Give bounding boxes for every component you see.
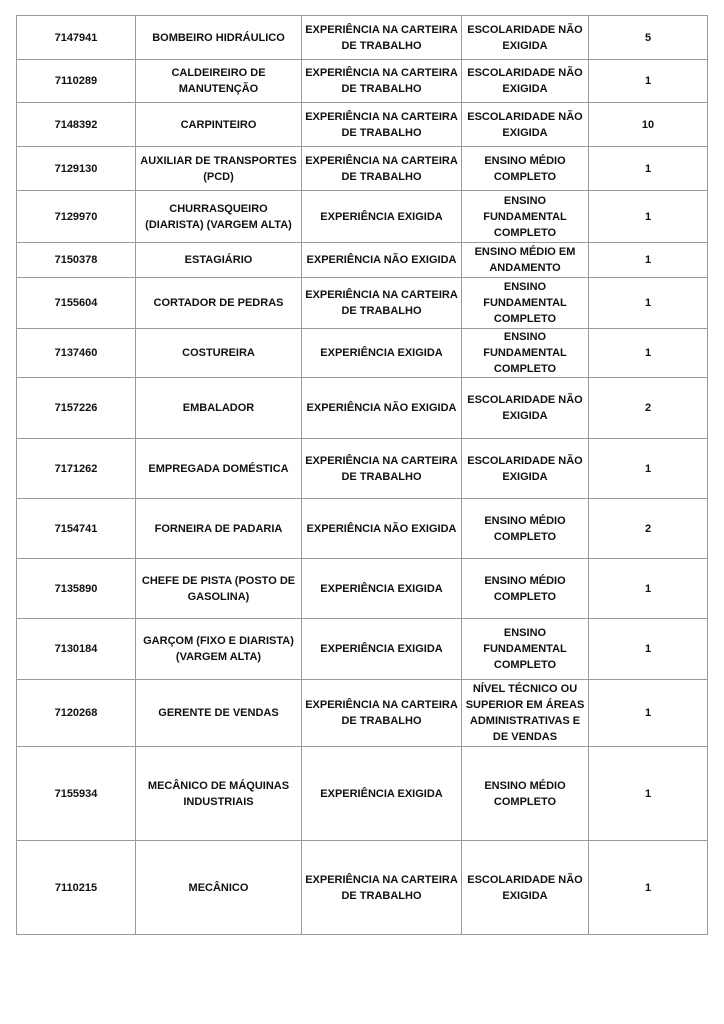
job-code-cell: 7150378 <box>17 243 136 278</box>
table-row <box>17 439 708 499</box>
job-code-cell: 7155604 <box>17 278 136 329</box>
experience-cell: EXPERIÊNCIA NA CARTEIRA DE TRABALHO <box>302 841 462 935</box>
job-code-cell: 7110215 <box>17 841 136 935</box>
education-cell: ENSINO FUNDAMENTAL COMPLETO <box>462 619 589 680</box>
vacancies-cell: 1 <box>589 278 708 329</box>
vacancies-cell: 2 <box>589 378 708 439</box>
education-cell: ENSINO FUNDAMENTAL COMPLETO <box>462 191 589 243</box>
table-row <box>17 619 708 680</box>
job-code-cell: 7130184 <box>17 619 136 680</box>
job-code-cell: 7148392 <box>17 103 136 147</box>
job-title-cell: AUXILIAR DE TRANSPORTES (PCD) <box>136 147 302 191</box>
job-code-cell: 7135890 <box>17 559 136 619</box>
experience-cell: EXPERIÊNCIA NA CARTEIRA DE TRABALHO <box>302 147 462 191</box>
vacancies-cell: 1 <box>589 329 708 378</box>
table-row <box>17 499 708 559</box>
table-row <box>17 16 708 60</box>
table-row <box>17 329 708 378</box>
education-cell: ENSINO MÉDIO COMPLETO <box>462 499 589 559</box>
table-row <box>17 243 708 278</box>
education-cell: ESCOLARIDADE NÃO EXIGIDA <box>462 60 589 103</box>
education-cell: ENSINO MÉDIO EM ANDAMENTO <box>462 243 589 278</box>
education-cell: ENSINO MÉDIO COMPLETO <box>462 747 589 841</box>
education-cell: ESCOLARIDADE NÃO EXIGIDA <box>462 841 589 935</box>
job-title-cell: COSTUREIRA <box>136 329 302 378</box>
job-title-cell: FORNEIRA DE PADARIA <box>136 499 302 559</box>
vacancies-cell: 1 <box>589 439 708 499</box>
vacancies-cell: 10 <box>589 103 708 147</box>
job-code-cell: 7137460 <box>17 329 136 378</box>
experience-cell: EXPERIÊNCIA NA CARTEIRA DE TRABALHO <box>302 60 462 103</box>
table-row <box>17 191 708 243</box>
job-code-cell: 7129130 <box>17 147 136 191</box>
job-title-cell: CHURRASQUEIRO (DIARISTA) (VARGEM ALTA) <box>136 191 302 243</box>
vacancies-cell: 1 <box>589 559 708 619</box>
job-code-cell: 7154741 <box>17 499 136 559</box>
table-row <box>17 841 708 935</box>
table-row <box>17 147 708 191</box>
job-title-cell: EMBALADOR <box>136 378 302 439</box>
education-cell: ENSINO MÉDIO COMPLETO <box>462 147 589 191</box>
experience-cell: EXPERIÊNCIA EXIGIDA <box>302 619 462 680</box>
education-cell: ENSINO FUNDAMENTAL COMPLETO <box>462 278 589 329</box>
education-cell: NÍVEL TÉCNICO OU SUPERIOR EM ÁREAS ADMINISTRATIVAS E DE VENDAS <box>462 680 589 747</box>
vacancies-cell: 1 <box>589 680 708 747</box>
experience-cell: EXPERIÊNCIA EXIGIDA <box>302 747 462 841</box>
job-listings-sheet <box>16 15 708 935</box>
experience-cell: EXPERIÊNCIA NÃO EXIGIDA <box>302 243 462 278</box>
table-row <box>17 278 708 329</box>
experience-cell: EXPERIÊNCIA EXIGIDA <box>302 191 462 243</box>
experience-cell: EXPERIÊNCIA EXIGIDA <box>302 559 462 619</box>
experience-cell: EXPERIÊNCIA NA CARTEIRA DE TRABALHO <box>302 278 462 329</box>
education-cell: ENSINO FUNDAMENTAL COMPLETO <box>462 329 589 378</box>
job-title-cell: EMPREGADA DOMÉSTICA <box>136 439 302 499</box>
vacancies-cell: 1 <box>589 747 708 841</box>
vacancies-cell: 1 <box>589 841 708 935</box>
vacancies-cell: 5 <box>589 16 708 60</box>
experience-cell: EXPERIÊNCIA NA CARTEIRA DE TRABALHO <box>302 439 462 499</box>
job-title-cell: MECÂNICO <box>136 841 302 935</box>
job-title-cell: CALDEIREIRO DE MANUTENÇÃO <box>136 60 302 103</box>
table-row <box>17 103 708 147</box>
job-title-cell: GERENTE DE VENDAS <box>136 680 302 747</box>
vacancies-cell: 2 <box>589 499 708 559</box>
job-title-cell: MECÂNICO DE MÁQUINAS INDUSTRIAIS <box>136 747 302 841</box>
job-title-cell: BOMBEIRO HIDRÁULICO <box>136 16 302 60</box>
table-row <box>17 680 708 747</box>
vacancies-cell: 1 <box>589 191 708 243</box>
job-code-cell: 7120268 <box>17 680 136 747</box>
education-cell: ESCOLARIDADE NÃO EXIGIDA <box>462 439 589 499</box>
job-code-cell: 7110289 <box>17 60 136 103</box>
vacancies-cell: 1 <box>589 619 708 680</box>
experience-cell: EXPERIÊNCIA NÃO EXIGIDA <box>302 378 462 439</box>
education-cell: ESCOLARIDADE NÃO EXIGIDA <box>462 103 589 147</box>
education-cell: ESCOLARIDADE NÃO EXIGIDA <box>462 16 589 60</box>
job-title-cell: CHEFE DE PISTA (POSTO DE GASOLINA) <box>136 559 302 619</box>
job-title-cell: CORTADOR DE PEDRAS <box>136 278 302 329</box>
job-code-cell: 7157226 <box>17 378 136 439</box>
table-row <box>17 60 708 103</box>
vacancies-cell: 1 <box>589 243 708 278</box>
education-cell: ENSINO MÉDIO COMPLETO <box>462 559 589 619</box>
experience-cell: EXPERIÊNCIA NA CARTEIRA DE TRABALHO <box>302 16 462 60</box>
experience-cell: EXPERIÊNCIA NÃO EXIGIDA <box>302 499 462 559</box>
job-code-cell: 7147941 <box>17 16 136 60</box>
experience-cell: EXPERIÊNCIA NA CARTEIRA DE TRABALHO <box>302 680 462 747</box>
table-row <box>17 378 708 439</box>
job-code-cell: 7129970 <box>17 191 136 243</box>
education-cell: ESCOLARIDADE NÃO EXIGIDA <box>462 378 589 439</box>
vacancies-cell: 1 <box>589 60 708 103</box>
experience-cell: EXPERIÊNCIA NA CARTEIRA DE TRABALHO <box>302 103 462 147</box>
job-title-cell: ESTAGIÁRIO <box>136 243 302 278</box>
job-code-cell: 7155934 <box>17 747 136 841</box>
experience-cell: EXPERIÊNCIA EXIGIDA <box>302 329 462 378</box>
job-code-cell: 7171262 <box>17 439 136 499</box>
job-listings-table <box>16 15 708 935</box>
job-title-cell: CARPINTEIRO <box>136 103 302 147</box>
vacancies-cell: 1 <box>589 147 708 191</box>
job-title-cell: GARÇOM (FIXO E DIARISTA) (VARGEM ALTA) <box>136 619 302 680</box>
table-row <box>17 747 708 841</box>
table-row <box>17 559 708 619</box>
